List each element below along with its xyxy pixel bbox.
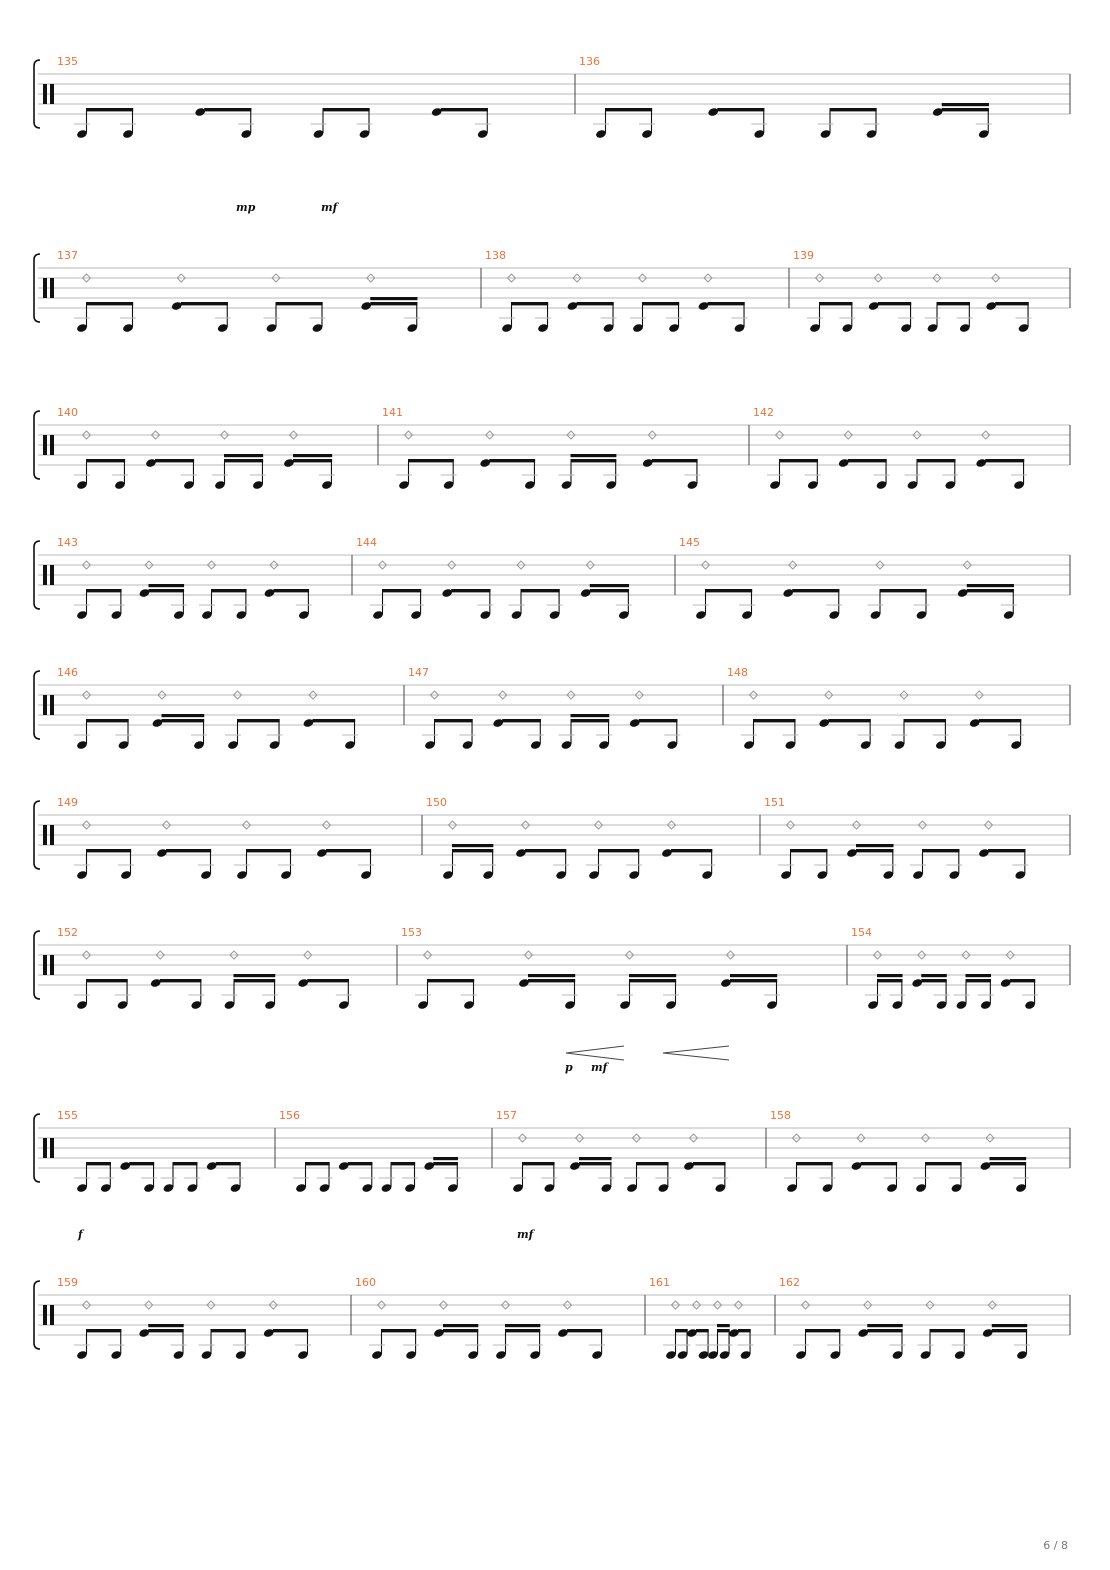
note-beam [211, 1329, 246, 1332]
note-beam [522, 1162, 555, 1165]
system-2 [34, 249, 1070, 333]
measure-153 [397, 926, 780, 1010]
measure-number: 161 [649, 1276, 670, 1289]
note-beam [370, 302, 417, 305]
measure-number: 156 [279, 1109, 300, 1122]
note-beam [904, 719, 947, 722]
note-beam [433, 1162, 458, 1165]
note-beam [921, 979, 947, 982]
measure-138 [481, 249, 748, 333]
note-beam-secondary [443, 1324, 478, 1327]
measure-number: 136 [579, 55, 600, 68]
note-beam [86, 1162, 111, 1165]
measure-number: 162 [779, 1276, 800, 1289]
note-beam-secondary [224, 454, 263, 457]
note-beam [489, 459, 535, 462]
measure-160 [351, 1276, 605, 1360]
note-beam [730, 979, 777, 982]
measure-number: 137 [57, 249, 78, 262]
system-8 [34, 1109, 1070, 1241]
note-beam [717, 108, 764, 111]
dynamic-marking: mf [321, 201, 338, 214]
percussion-clef-right [50, 825, 54, 845]
note-beam [995, 302, 1029, 305]
note-beam [571, 459, 617, 462]
percussion-clef-left [43, 825, 47, 845]
measure-number: 157 [496, 1109, 517, 1122]
measure-152 [57, 926, 352, 1010]
note-beam [276, 302, 323, 305]
percussion-clef-left [43, 695, 47, 715]
note-beam [204, 108, 251, 111]
measure-137 [57, 249, 420, 333]
measure-159 [57, 1276, 311, 1360]
note-beam-secondary [590, 584, 629, 587]
note-beam [861, 1162, 898, 1165]
note-beam-secondary [162, 714, 205, 717]
note-beam-secondary [579, 1157, 612, 1160]
measure-145 [675, 536, 1017, 620]
note-beam [505, 1329, 540, 1332]
note-beam [274, 589, 310, 592]
note-beam [86, 108, 133, 111]
note-beam-secondary [452, 844, 493, 847]
note-beam [830, 108, 877, 111]
note-beam-secondary [148, 1324, 183, 1327]
system-7 [34, 926, 1070, 1074]
note-beam [805, 1329, 840, 1332]
note-beam [675, 1329, 688, 1332]
note-beam [181, 302, 228, 305]
measure-number: 146 [57, 666, 78, 679]
note-beam [86, 302, 133, 305]
note-beam [856, 849, 894, 852]
note-beam [792, 589, 839, 592]
note-beam [149, 589, 185, 592]
note-beam [878, 302, 912, 305]
percussion-clef-right [50, 1138, 54, 1158]
measure-number: 144 [356, 536, 377, 549]
measure-148 [723, 666, 1024, 750]
note-beam [671, 849, 712, 852]
note-beam [990, 1162, 1027, 1165]
dynamic-marking: p [565, 1061, 573, 1074]
note-beam-secondary [528, 974, 575, 977]
note-beam [988, 849, 1026, 852]
measure-number: 140 [57, 406, 78, 419]
note-beam [86, 1329, 121, 1332]
measure-number: 149 [57, 796, 78, 809]
note-beam-secondary [629, 974, 676, 977]
measure-140 [57, 406, 335, 490]
percussion-clef-right [50, 955, 54, 975]
note-beam [326, 849, 371, 852]
note-beam [992, 1329, 1027, 1332]
note-beam [985, 459, 1024, 462]
percussion-clef-left [43, 278, 47, 298]
note-beam [86, 719, 129, 722]
note-beam [86, 459, 125, 462]
system-9 [34, 1276, 1070, 1360]
percussion-clef-right [50, 565, 54, 585]
note-beam [629, 979, 676, 982]
note-beam [605, 108, 652, 111]
measure-number: 160 [355, 1276, 376, 1289]
note-beam [155, 459, 194, 462]
note-beam [434, 719, 473, 722]
note-beam [313, 719, 356, 722]
note-beam [880, 589, 927, 592]
dynamic-marking: mf [591, 1061, 608, 1074]
crescendo-hairpin [663, 1046, 729, 1060]
note-beam-secondary [505, 1324, 540, 1327]
measure-number: 150 [426, 796, 447, 809]
note-beam [867, 1329, 902, 1332]
note-beam-secondary [856, 844, 894, 847]
note-beam-secondary [293, 454, 332, 457]
system-5 [34, 666, 1070, 750]
system-6 [34, 796, 1070, 880]
system-4 [34, 536, 1070, 620]
note-beam [224, 459, 263, 462]
note-beam-secondary [942, 103, 989, 106]
measure-number: 158 [770, 1109, 791, 1122]
measure-number: 154 [851, 926, 872, 939]
note-beam-secondary [921, 974, 947, 977]
note-beam [391, 1162, 416, 1165]
measure-156 [275, 1109, 461, 1193]
note-beam [848, 459, 887, 462]
measure-162 [775, 1276, 1030, 1360]
note-beam [917, 459, 956, 462]
measure-number: 145 [679, 536, 700, 549]
note-beam [636, 1162, 669, 1165]
note-beam [937, 302, 971, 305]
note-beam [696, 1329, 709, 1332]
note-beam-secondary [433, 1157, 458, 1160]
note-beam-secondary [370, 297, 417, 300]
system-1 [34, 55, 1070, 214]
measure-157 [492, 1109, 728, 1193]
measure-151 [760, 796, 1028, 880]
measure-141 [378, 406, 700, 490]
measure-154 [847, 926, 1038, 1010]
note-beam [452, 849, 493, 852]
note-beam [323, 108, 370, 111]
note-beam [86, 979, 128, 982]
percussion-clef-left [43, 435, 47, 455]
note-beam [528, 979, 575, 982]
percussion-clef-right [50, 435, 54, 455]
dynamic-marking: mf [517, 1228, 534, 1241]
note-beam [598, 849, 639, 852]
measure-147 [404, 666, 680, 750]
percussion-clef-right [50, 1305, 54, 1325]
measure-number: 142 [753, 406, 774, 419]
note-beam [441, 108, 488, 111]
note-beam [86, 589, 122, 592]
page-number: 6 / 8 [1043, 1539, 1068, 1552]
note-beam [173, 1162, 198, 1165]
note-beam [348, 1162, 373, 1165]
note-beam [273, 1329, 308, 1332]
system-3 [34, 406, 1070, 490]
note-beam [819, 302, 853, 305]
percussion-clef-left [43, 565, 47, 585]
note-beam-secondary [571, 714, 610, 717]
measure-158 [766, 1109, 1029, 1193]
note-beam [521, 589, 560, 592]
measure-144 [352, 536, 632, 620]
measure-146 [57, 666, 358, 750]
measure-number: 147 [408, 666, 429, 679]
percussion-clef-right [50, 695, 54, 715]
note-beam [922, 849, 960, 852]
measure-number: 141 [382, 406, 403, 419]
note-beam [511, 302, 548, 305]
measure-number: 151 [764, 796, 785, 809]
dynamic-marking: mp [236, 201, 256, 214]
note-beam-secondary [877, 974, 903, 977]
note-beam [967, 589, 1014, 592]
note-beam [705, 589, 752, 592]
note-beam [753, 719, 796, 722]
note-beam [237, 719, 280, 722]
measure-number: 143 [57, 536, 78, 549]
note-beam [427, 979, 474, 982]
measure-number: 139 [793, 249, 814, 262]
percussion-clef-left [43, 84, 47, 104]
crescendo-hairpin [566, 1046, 624, 1060]
note-beam [930, 1329, 965, 1332]
note-beam [717, 1329, 730, 1332]
note-beam [590, 589, 629, 592]
measure-142 [749, 406, 1027, 490]
note-beam [305, 1162, 330, 1165]
measure-number: 155 [57, 1109, 78, 1122]
note-beam-secondary [966, 974, 992, 977]
note-beam [166, 849, 211, 852]
note-beam [639, 719, 678, 722]
note-beam [234, 979, 276, 982]
note-beam [693, 1162, 726, 1165]
note-beam [246, 849, 291, 852]
note-beam [790, 849, 828, 852]
note-beam [216, 1162, 241, 1165]
note-beam [408, 459, 454, 462]
dynamic-marking: f [78, 1228, 83, 1241]
percussion-clef-left [43, 1138, 47, 1158]
measure-143 [57, 536, 312, 620]
note-beam [652, 459, 698, 462]
note-beam-secondary [992, 1324, 1027, 1327]
note-beam [211, 589, 247, 592]
percussion-clef-right [50, 278, 54, 298]
measure-161 [645, 1276, 754, 1360]
measure-number: 159 [57, 1276, 78, 1289]
note-beam [877, 979, 903, 982]
note-beam [642, 302, 679, 305]
note-beam [925, 1162, 962, 1165]
percussion-clef-left [43, 955, 47, 975]
note-beam [1010, 979, 1036, 982]
note-beam [571, 719, 610, 722]
measure-135 [57, 55, 491, 139]
note-beam [779, 459, 818, 462]
measure-149 [57, 796, 374, 880]
measure-139 [789, 249, 1032, 333]
measure-number: 138 [485, 249, 506, 262]
note-beam-secondary [867, 1324, 902, 1327]
note-beam [979, 719, 1022, 722]
note-beam [160, 979, 202, 982]
note-beam [525, 849, 566, 852]
note-beam [738, 1329, 751, 1332]
measure-150 [422, 796, 715, 880]
note-beam [381, 1329, 416, 1332]
note-beam [577, 302, 614, 305]
note-beam [796, 1162, 833, 1165]
note-beam-secondary [571, 454, 617, 457]
measure-number: 153 [401, 926, 422, 939]
note-beam [129, 1162, 154, 1165]
note-beam-secondary [717, 1324, 730, 1327]
measure-number: 152 [57, 926, 78, 939]
note-beam [443, 1329, 478, 1332]
note-beam [162, 719, 205, 722]
note-beam [579, 1162, 612, 1165]
note-beam-secondary [967, 584, 1014, 587]
note-beam [293, 459, 332, 462]
note-beam [942, 108, 989, 111]
note-beam-secondary [149, 584, 185, 587]
measure-number: 148 [727, 666, 748, 679]
measure-155 [57, 1109, 244, 1193]
note-beam [307, 979, 349, 982]
note-beam [451, 589, 490, 592]
note-beam-secondary [234, 974, 276, 977]
note-beam [567, 1329, 602, 1332]
note-beam [502, 719, 541, 722]
percussion-clef-left [43, 1305, 47, 1325]
measure-number: 135 [57, 55, 78, 68]
note-beam [148, 1329, 183, 1332]
measure-136 [575, 55, 992, 139]
note-beam-secondary [730, 974, 777, 977]
note-beam [828, 719, 871, 722]
note-beam [382, 589, 421, 592]
percussion-clef-right [50, 84, 54, 104]
note-beam [708, 302, 745, 305]
note-beam [966, 979, 992, 982]
note-beam-secondary [990, 1157, 1027, 1160]
note-beam [86, 849, 131, 852]
